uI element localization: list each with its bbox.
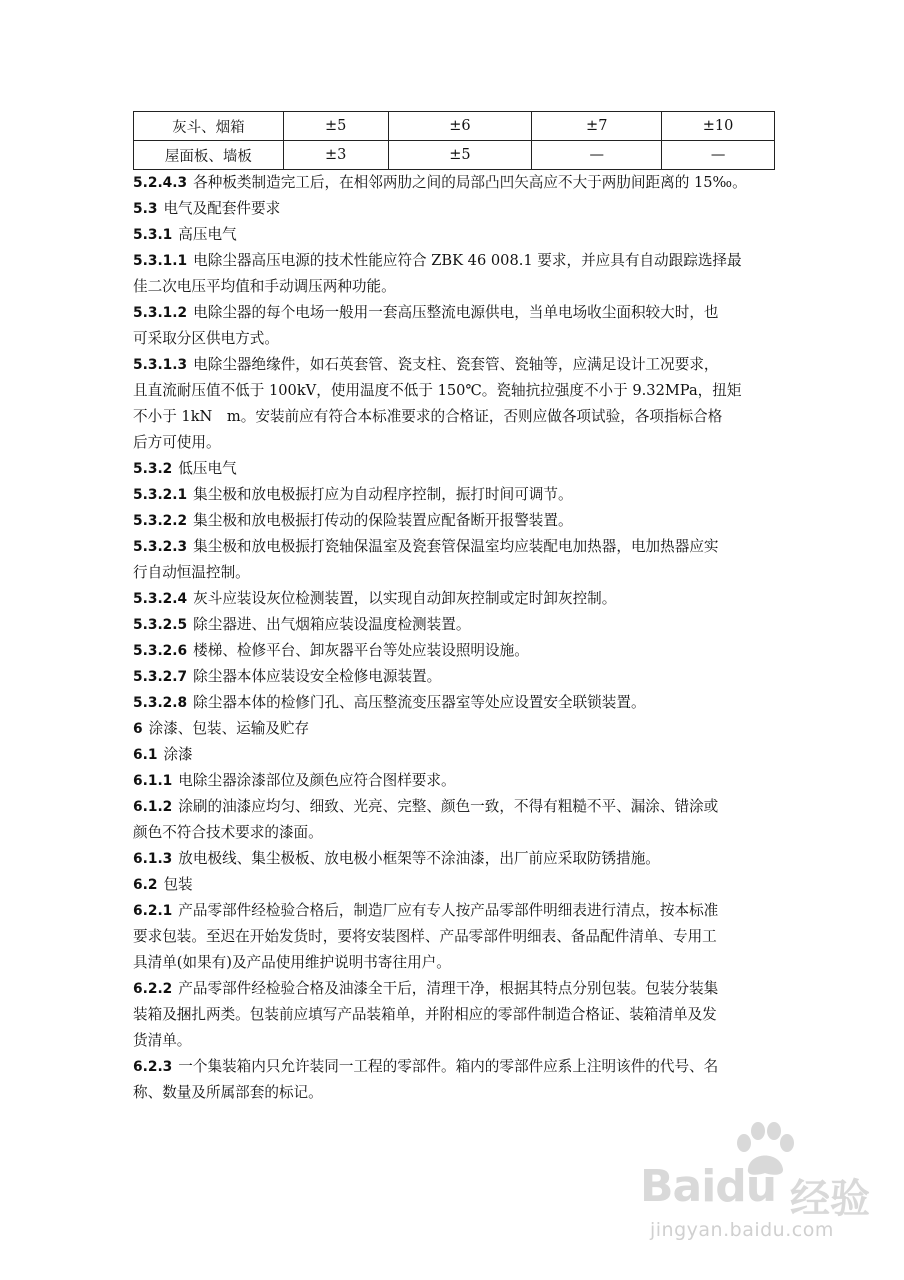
table-cell: ±6	[388, 112, 532, 141]
clause-number: 6.2.1	[133, 903, 173, 919]
paragraph-text: 要求包装。至迟在开始发货时，要将安装图样、产品零部件明细表、备品配件清单、专用工	[133, 928, 717, 945]
paragraph	[133, 690, 783, 716]
clause-number: 5.3.2.4	[133, 591, 188, 607]
paragraph	[133, 196, 783, 222]
clause-number: 5.3.2.3	[133, 539, 188, 555]
paragraph-continuation	[133, 1028, 783, 1054]
clause-number: 6.2	[133, 877, 158, 893]
table-cell: ±5	[388, 141, 532, 170]
table-cell: ±5	[283, 112, 388, 141]
tolerance-table	[133, 111, 775, 170]
watermark-url: jingyan.baidu.com	[650, 1219, 834, 1241]
paragraph	[133, 508, 783, 534]
paragraph-text: 后方可使用。	[133, 434, 221, 451]
paragraph	[133, 794, 783, 820]
paragraph-text: 产品零部件经检验合格后，制造厂应有专人按产品零部件明细表进行清点，按本标准	[178, 902, 719, 919]
clause-number: 5.3.1.2	[133, 305, 188, 321]
clause-number: 5.2.4.3	[133, 175, 188, 191]
clause-number: 5.3	[133, 201, 158, 217]
paragraph	[133, 586, 783, 612]
paragraph-text: 不小于 1kN m。安装前应有符合本标准要求的合格证，否则应做各项试验，各项指标合格	[133, 408, 723, 425]
clause-number: 5.3.2	[133, 461, 173, 477]
paragraph	[133, 300, 783, 326]
watermark-cn: 经验	[790, 1176, 870, 1222]
paragraph-text: 低压电气	[178, 460, 237, 477]
paragraph	[133, 534, 783, 560]
paragraph-text: 放电极线、集尘极板、放电极小框架等不涂油漆，出厂前应采取防锈措施。	[178, 850, 660, 867]
paragraph-text: 除尘器本体应装设安全检修电源装置。	[193, 668, 442, 685]
paragraph-continuation	[133, 326, 783, 352]
paragraph-text: 集尘极和放电极振打瓷轴保温室及瓷套管保温室均应装配电加热器，电加热器应实	[193, 538, 719, 555]
paragraph-text: 装箱及捆扎两类。包装前应填写产品装箱单，并附相应的零部件制造合格证、装箱清单及发	[133, 1006, 717, 1023]
table-cell: 屋面板、墙板	[134, 141, 284, 170]
paragraph-text: 集尘极和放电极振打应为自动程序控制，振打时间可调节。	[193, 486, 573, 503]
paragraph-text: 集尘极和放电极振打传动的保险装置应配备断开报警装置。	[193, 512, 573, 529]
paragraph-text: 一个集装箱内只允许装同一工程的零部件。箱内的零部件应系上注明该件的代号、名	[178, 1058, 719, 1075]
paragraph	[133, 1054, 783, 1080]
table-cell: ±7	[532, 112, 662, 141]
paragraph	[133, 898, 783, 924]
paragraph-text: 且直流耐压值不低于 100kV，使用温度不低于 150℃。瓷轴抗拉强度不小于 9.32MPa，扭矩	[133, 382, 742, 399]
paragraph-continuation	[133, 404, 783, 430]
paragraph-text: 电除尘器高压电源的技术性能应符合 ZBK 46 008.1 要求，并应具有自动跟踪选择最	[193, 252, 742, 269]
paragraph-text: 高压电气	[178, 226, 237, 243]
clause-number: 6.1	[133, 747, 158, 763]
paragraph-text: 行自动恒温控制。	[133, 564, 250, 581]
paragraph-text: 涂刷的油漆应均匀、细致、光亮、完整、颜色一致，不得有粗糙不平、漏涂、错涂或	[178, 798, 719, 815]
paragraph-continuation	[133, 560, 783, 586]
paragraph	[133, 768, 783, 794]
table-cell: 灰斗、烟箱	[134, 112, 284, 141]
paragraph-text: 货清单。	[133, 1032, 192, 1049]
paragraph-continuation	[133, 274, 783, 300]
paragraph-continuation	[133, 924, 783, 950]
clause-number: 5.3.1.3	[133, 357, 188, 373]
paragraph-text: 电气及配套件要求	[163, 200, 281, 217]
clause-number: 5.3.1	[133, 227, 173, 243]
paragraph-text: 除尘器进、出气烟箱应装设温度检测装置。	[193, 616, 471, 633]
paragraph-text: 佳二次电压平均值和手动调压两种功能。	[133, 278, 396, 295]
paragraph-text: 电除尘器涂漆部位及颜色应符合图样要求。	[178, 772, 456, 789]
clause-number: 6.2.3	[133, 1059, 173, 1075]
watermark-brand: Baidu	[640, 1161, 777, 1212]
paragraph	[133, 872, 783, 898]
paragraph-text: 可采取分区供电方式。	[133, 330, 279, 347]
paragraph	[133, 638, 783, 664]
clause-number: 6.2.2	[133, 981, 173, 997]
paragraph-continuation	[133, 1080, 783, 1106]
paragraph	[133, 742, 783, 768]
table-cell: —	[532, 141, 662, 170]
clause-number: 5.3.2.5	[133, 617, 188, 633]
table-cell: ±10	[662, 112, 775, 141]
paragraph-text: 颜色不符合技术要求的漆面。	[133, 824, 323, 841]
table-row	[134, 112, 775, 141]
table-cell: —	[662, 141, 775, 170]
paragraph-text: 各种板类制造完工后，在相邻两肋之间的局部凸凹矢高应不大于两肋间距离的 15‰。	[193, 174, 747, 191]
paragraph	[133, 716, 783, 742]
paragraph	[133, 170, 783, 196]
clause-number: 6.1.1	[133, 773, 173, 789]
paragraph	[133, 248, 783, 274]
paragraph-text: 涂漆、包装、运输及贮存	[148, 720, 310, 737]
clause-number: 5.3.2.8	[133, 695, 188, 711]
paragraph-continuation	[133, 950, 783, 976]
paragraph-text: 电除尘器绝缘件，如石英套管、瓷支柱、瓷套管、瓷轴等，应满足设计工况要求，	[193, 356, 719, 373]
clause-number: 5.3.2.6	[133, 643, 188, 659]
paragraph	[133, 352, 783, 378]
paragraph	[133, 664, 783, 690]
paragraph-text: 除尘器本体的检修门孔、高压整流变压器室等处应设置安全联锁装置。	[193, 694, 646, 711]
paragraph-text: 灰斗应装设灰位检测装置，以实现自动卸灰控制或定时卸灰控制。	[193, 590, 617, 607]
clause-number: 6.1.3	[133, 851, 173, 867]
clause-number: 5.3.2.7	[133, 669, 188, 685]
paragraph-text: 包装	[163, 876, 193, 893]
table-row	[134, 141, 775, 170]
clause-number: 6.1.2	[133, 799, 173, 815]
paragraph-text: 楼梯、检修平台、卸灰器平台等处应装设照明设施。	[193, 642, 529, 659]
paragraph-text: 称、数量及所属部套的标记。	[133, 1084, 323, 1101]
paragraph-text: 电除尘器的每个电场一般用一套高压整流电源供电，当单电场收尘面积较大时，也	[193, 304, 719, 321]
paragraph	[133, 222, 783, 248]
paragraph	[133, 976, 783, 1002]
paragraph-continuation	[133, 1002, 783, 1028]
clause-number: 6	[133, 721, 143, 737]
baidu-jingyan-watermark	[640, 1155, 890, 1265]
paragraph	[133, 846, 783, 872]
document-body	[133, 170, 783, 1106]
table-cell: ±3	[283, 141, 388, 170]
paragraph-text: 产品零部件经检验合格及油漆全干后，清理干净，根据其特点分别包装。包装分装集	[178, 980, 719, 997]
paragraph-continuation	[133, 378, 783, 404]
paragraph	[133, 456, 783, 482]
paragraph-text: 涂漆	[163, 746, 193, 763]
clause-number: 5.3.2.2	[133, 513, 188, 529]
paragraph-continuation	[133, 430, 783, 456]
paragraph-continuation	[133, 820, 783, 846]
paragraph	[133, 612, 783, 638]
clause-number: 5.3.2.1	[133, 487, 188, 503]
paragraph-text: 具清单(如果有)及产品使用维护说明书寄往用户。	[133, 954, 451, 971]
clause-number: 5.3.1.1	[133, 253, 188, 269]
paragraph	[133, 482, 783, 508]
